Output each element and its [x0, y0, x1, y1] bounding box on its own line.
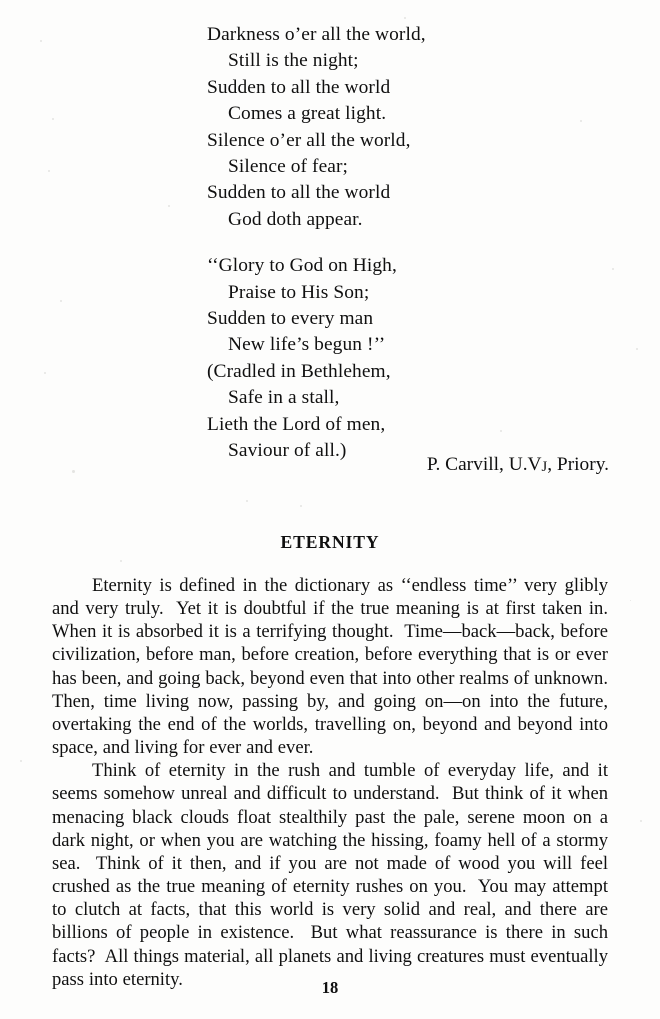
poem-line: Silence o’er all the world,: [207, 129, 411, 151]
poem-line: Comes a great light.: [228, 103, 387, 125]
body-paragraph: Eternity is defined in the dictionary as ‘‘endless time’’ very glibly and very truly. Yet it is doubtful if the true meaning is at first taken in. When it is absorbed it is a terrifying thought. Time—back—back, before civilization, before man, before creation, before everything that is or ever has been, and going back, beyond even that into other realms of unknown. Then, time living now, passing by, and going on—on into the future, overtaking the end of the worlds, travelling on, beyond and beyond into space, and living for ever and ever.: [52, 575, 618, 759]
poem-line: Silence of fear;: [228, 156, 349, 178]
poem-line: Still is the night;: [228, 50, 359, 72]
page-number: 18: [321, 978, 339, 997]
section-heading: ETERNITY: [280, 532, 380, 552]
attribution-suffix: , Priory.: [547, 454, 609, 475]
poem-line: Darkness o’er all the world,: [207, 24, 426, 45]
poem-line: Sudden to all the world: [207, 182, 391, 204]
poem-stanza: [207, 22, 537, 233]
poem-line: (Cradled in Bethlehem,: [207, 360, 391, 382]
poem-line: Sudden to all the world: [207, 76, 391, 98]
poem: [207, 22, 537, 465]
poem-line: Lieth the Lord of men,: [207, 413, 386, 435]
attribution-smallcap: J: [541, 459, 548, 476]
paragraph-indent: [52, 575, 92, 596]
poem-line: God doth appear.: [228, 208, 363, 230]
attribution-prefix: P. Carvill, U.V: [426, 454, 542, 475]
poem-line: New life’s begun !’’: [228, 334, 386, 356]
poem-line: Sudden to every man: [207, 308, 374, 330]
poem-line: Saviour of all.): [228, 440, 347, 462]
body-paragraph: Think of eternity in the rush and tumble of everyday life, and it seems somehow unreal and difficult to understand. But think of it when menacing black clouds float stealthily past the pale, serene moon on a dark night, or when you are watching the hissing, foamy hell of a stormy sea. Think of it then, and if you are not made of wood you will feel crushed as the true meaning of eternity rushes on you. You may attempt to clutch at facts, that this world is very solid and real, and there are billions of people in existence. But what reassurance is there in such facts? All things material, all planets and living creatures must eventually pass into eternity.: [52, 760, 613, 990]
poem-attribution: [0, 452, 609, 480]
poem-line: ‘‘Glory to God on High,: [207, 255, 397, 277]
poem-stanza: [207, 253, 537, 464]
paragraph-indent: [52, 760, 92, 781]
poem-line: Safe in a stall,: [228, 387, 340, 409]
poem-line: Praise to His Son;: [228, 281, 370, 303]
section-body: [52, 574, 618, 991]
